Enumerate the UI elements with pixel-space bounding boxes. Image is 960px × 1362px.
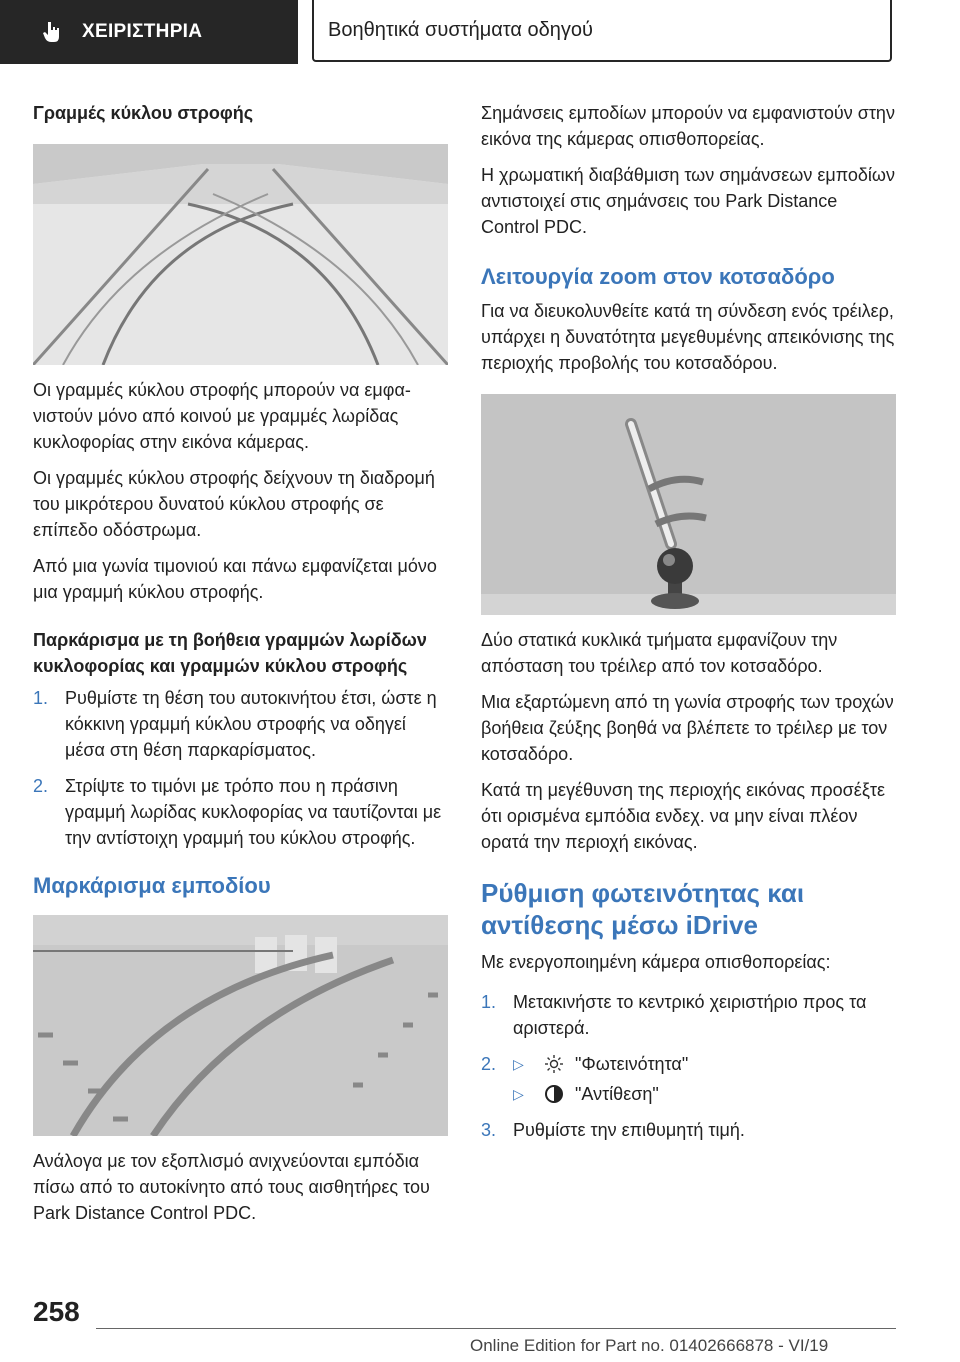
step-text: Ρυθμίστε την επιθυμητή τιμή. [513,1120,745,1140]
menu-option-contrast[interactable] [513,1081,896,1107]
list-item [33,773,448,851]
heading-parking: Παρκάρισμα με τη βοήθεια γραμμών λωρίδων κυκλοφορίας και γραμμών κύκλου στροφής [33,630,427,676]
paragraph: Η χρωματική διαβάθμιση των σημάνσεων εμποδίων αντιστοιχεί στις σημάνσεις του Park Distance Control PDC. [481,165,895,237]
step-text: Ρυθμίστε τη θέση του αυτοκινήτου έτσι, ώστε η κόκκινη γραμμή κύκλου στροφής να οδηγεί μέσα στη θέση παρκαρίσματος. [65,688,437,760]
section-tab-label: Βοηθητικά συστήματα οδηγού [328,18,593,41]
paragraph: Μια εξαρτώμενη από τη γωνία στροφής των τροχών βοήθεια ζεύξης βοηθά να βλέπετε το τρέιλερ με τον κοτσαδόρο. [481,692,894,764]
page-number: 258 [33,1296,80,1327]
sun-icon [543,1053,565,1075]
figure-hitch-zoom [481,394,896,615]
step-number: 3. [481,1120,497,1140]
paragraph: Κατά τη μεγέθυνση της περιοχής εικόνας προσέξτε ότι ορισμένα εμπόδια ενδεχ. να μην είναι πλέον ορατά την περιοχή εικόνας. [481,780,886,852]
page-footer [0,1296,960,1362]
paragraph: Με ενεργοποιημένη κάμερα οπισθοπορείας: [481,952,831,972]
manual-tab-label: ΧΕΙΡΙΣΤΗΡΙΑ [82,21,203,42]
contrast-icon [543,1083,565,1105]
right-column [481,100,896,1153]
step-number: 2. [33,776,49,796]
paragraph: Σημάνσεις εμποδίων μπορούν να εμφανιστούν στην εικόνα της κάμερας οπισθοπορείας. [481,103,895,149]
heading-obstacle-marking: Μαρκάρισμα εμποδίου [33,873,271,898]
triangle-marker: ▷ [513,1056,524,1072]
paragraph: Δύο στατικά κυκλικά τμήματα εμφανίζουν την απόσταση του τρέιλερ από τον κοτσαδόρο. [481,630,838,676]
section-tab[interactable] [312,0,892,62]
paragraph: Για να διευκολυνθείτε κατά τη σύνδεση ενός τρέιλερ, υπάρχει η δυνατότητα μεγεθυμένης απεικόνισης της περιοχής προβολής του κοτσαδόρου. [481,301,895,373]
heading-turning-lines: Γραμμές κύκλου στροφής [33,103,254,123]
step-text: Μετακινήστε το κεντρικό χειριστήριο προς τα αριστερά. [513,992,867,1038]
list-item [33,685,448,763]
list-item [481,1117,896,1143]
step-text: Στρίψτε το τιμόνι με τρόπο που η πράσινη γραμμή λωρίδας κυκλοφορίας να ταυτίζονται με την αντίστοιχη γραμμή του κύκλου στροφής. [65,776,442,848]
paragraph: Οι γραμμές κύκλου στροφής μπορούν να εμφανιστούν μόνο από κοινού με γραμμές λωρίδας κυκλοφορίας στην εικόνα κάμερας. [33,380,411,452]
figure-turning-lines [33,144,448,365]
figure-obstacle-marking [33,915,448,1136]
step-number: 1. [33,688,49,708]
edition-text: Online Edition for Part no. 01402666878 - VI/19 [470,1336,829,1355]
left-column [33,100,448,1236]
brightness-steps [481,989,896,1143]
paragraph: Από μια γωνία τιμονιού και πάνω εμφανίζεται μόνο μια γραμμή κύκλου στροφής. [33,556,437,602]
heading-hitch-zoom: Λειτουργία zoom στον κοτσαδόρο [481,264,835,289]
step-number: 1. [481,992,497,1012]
menu-option-brightness[interactable] [513,1051,896,1077]
paragraph: Ανάλογα με τον εξοπλισμό ανιχνεύονται εμπόδια πίσω από το αυτοκίνητο από τους αισθητήρες του Park Distance Control PDC. [33,1151,430,1223]
paragraph: Οι γραμμές κύκλου στροφής δείχνουν τη διαδρομή του μικρότερου δυνατού κύκλου στροφής σε επίπεδο οδόστρωμα. [33,468,435,540]
page-header [0,0,960,66]
heading-brightness-contrast: Ρύθμιση φωτεινότητας και αντίθεσης μέσω iDrive [481,878,805,940]
triangle-marker: ▷ [513,1086,524,1102]
list-item [481,1051,896,1107]
list-item [481,989,896,1041]
step-number: 2. [481,1054,497,1074]
parking-steps [33,685,448,851]
footer-divider [96,1328,896,1329]
menu-option-label: "Φωτεινότητα" [575,1054,689,1074]
menu-option-label: "Αντίθεση" [575,1084,659,1104]
manual-tab[interactable] [0,0,298,64]
hand-pointer-icon [40,20,64,44]
